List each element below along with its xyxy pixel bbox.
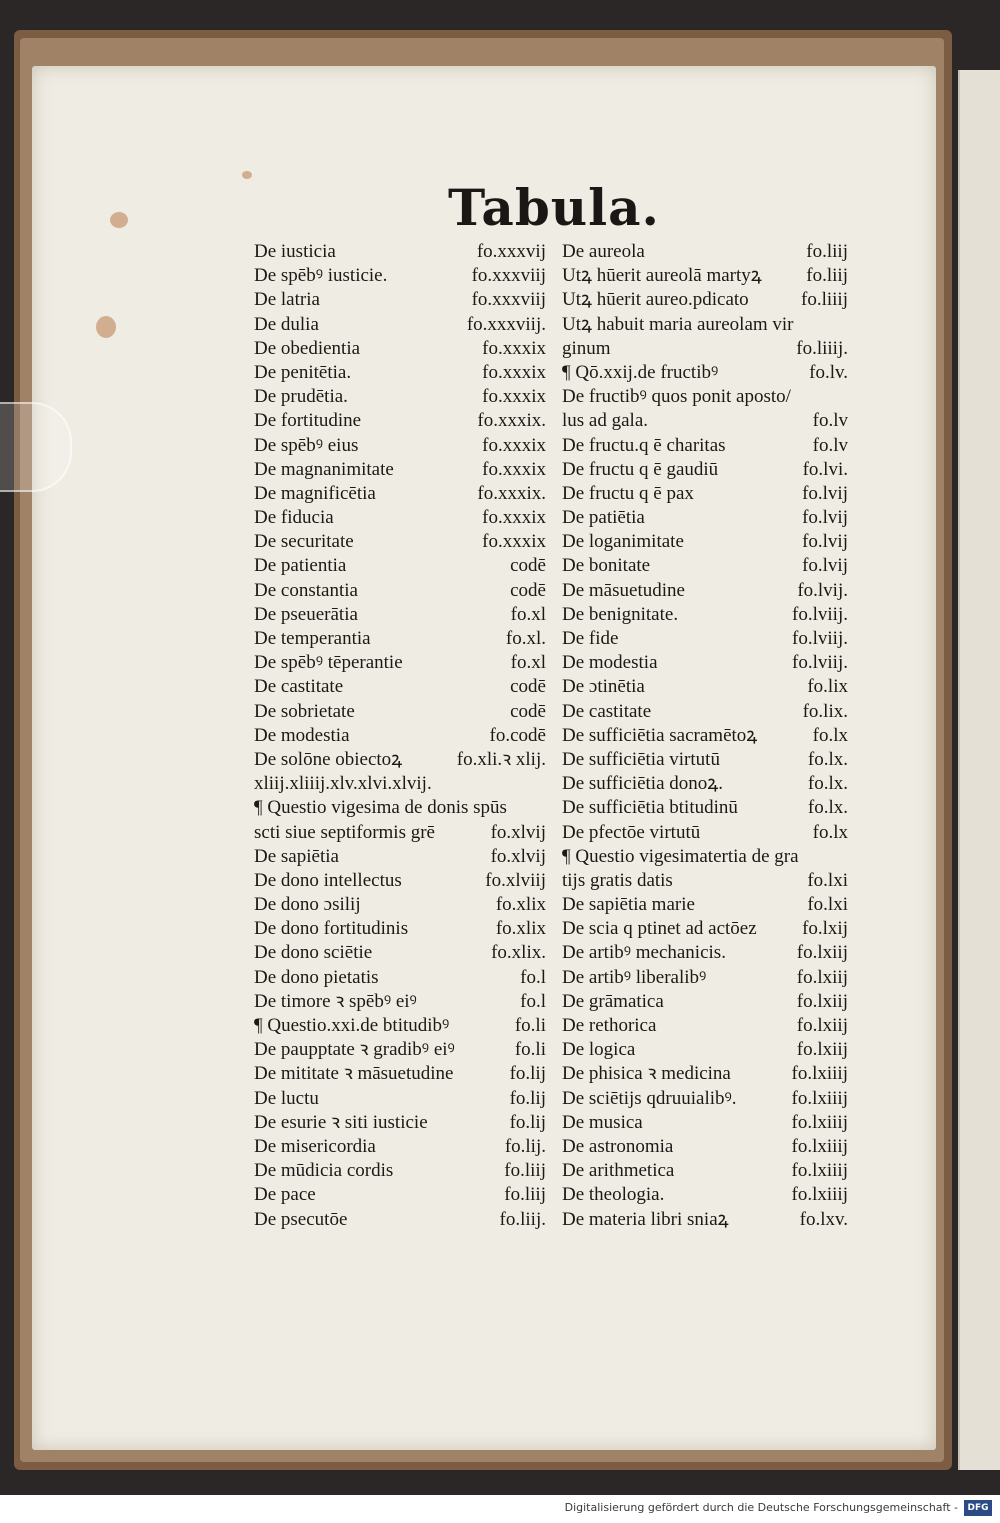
entry-folio: fo.liij <box>504 1160 546 1182</box>
index-entry <box>562 264 848 288</box>
index-entry <box>562 530 848 554</box>
index-entry <box>254 337 546 361</box>
entry-title: De fiducia <box>254 507 334 529</box>
entry-title: De sufficiētia donoꝝ. <box>562 773 724 795</box>
entry-folio: fo.lxiij <box>796 966 848 988</box>
entry-title: De mūdicia cordis <box>254 1160 394 1182</box>
entry-folio: fo.liij <box>504 1184 546 1206</box>
entry-folio: fo.lxij <box>802 918 848 940</box>
index-entry <box>254 675 546 699</box>
entry-title: De sapiētia <box>254 845 339 867</box>
entry-title: De luctu <box>254 1087 319 1109</box>
entry-folio: fo.lxiij <box>796 942 848 964</box>
entry-folio: fo.liiij <box>801 289 848 311</box>
entry-title: De pseuerātia <box>254 603 358 625</box>
index-entry <box>562 941 848 965</box>
entry-folio: fo.xxxviij <box>471 265 546 287</box>
index-entry <box>254 554 546 578</box>
entry-title: ginum <box>562 337 611 359</box>
index-entry <box>562 313 848 337</box>
entry-folio: fo.lxiij <box>796 990 848 1012</box>
index-entry <box>562 603 848 627</box>
index-entry <box>254 530 546 554</box>
entry-title: ¶ Qō.xxij.de fructibꝰ <box>562 361 719 383</box>
entry-title: De sciētijs qdruuialibꝰ. <box>562 1087 737 1109</box>
entry-title: De temperantia <box>254 628 371 649</box>
index-entry <box>562 240 848 264</box>
index-entry <box>254 724 546 748</box>
entry-title: De dono sciētie <box>254 942 373 964</box>
entry-title: De magnificētia <box>254 482 376 504</box>
entry-folio: fo.xl <box>510 652 546 674</box>
entry-title: De arithmetica <box>562 1160 675 1182</box>
entry-title: De sufficiētia sacramētoꝝ <box>562 724 758 746</box>
entry-folio: fo.lviij. <box>792 628 848 649</box>
index-entry <box>254 627 546 651</box>
entry-folio: fo.lvij. <box>797 579 848 601</box>
entry-folio: codē <box>510 700 546 722</box>
entry-title: tijs gratis datis <box>562 869 673 891</box>
entry-folio: fo.li <box>514 1039 546 1061</box>
index-entry <box>254 240 546 264</box>
entry-title: De benignitate. <box>562 603 679 625</box>
index-entry <box>562 724 848 748</box>
index-entry <box>562 458 848 482</box>
index-entry <box>254 917 546 941</box>
entry-folio: fo.xxxviij. <box>466 313 546 335</box>
index-entry <box>254 700 546 724</box>
index-entry <box>562 1159 848 1183</box>
index-entry <box>254 772 546 796</box>
entry-folio: fo.xlviij <box>485 869 546 891</box>
entry-folio: fo.xxxviij <box>471 289 546 311</box>
entry-folio: fo.lv <box>812 410 848 432</box>
entry-title: De musica <box>562 1111 643 1133</box>
entry-folio: fo.lvij <box>802 507 848 529</box>
entry-title: De sobrietate <box>254 700 355 722</box>
entry-title: De dono pietatis <box>254 966 379 988</box>
index-entry <box>254 845 546 869</box>
entry-title: De constantia <box>254 579 358 601</box>
index-entry <box>562 821 848 845</box>
entry-title: De theologia. <box>562 1184 665 1206</box>
entry-folio: fo.lxv. <box>799 1208 848 1230</box>
index-entry <box>562 1062 848 1086</box>
entry-folio: fo.lxi <box>807 894 848 916</box>
entry-title: De magnanimitate <box>254 458 394 480</box>
entry-folio: codē <box>510 579 546 601</box>
index-entry <box>562 1111 848 1135</box>
entry-folio: fo.codē <box>489 724 546 746</box>
entry-folio: fo.liij <box>806 265 848 287</box>
index-entry <box>562 627 848 651</box>
entry-title: xliij.xliiij.xlv.xlvi.xlvij. <box>254 773 432 795</box>
index-entry <box>562 675 848 699</box>
index-entry <box>254 990 546 1014</box>
index-entry <box>562 869 848 893</box>
entry-folio: fo.xli.ꝛ xlij. <box>456 748 546 770</box>
entry-title: De rethorica <box>562 1015 657 1036</box>
entry-folio: fo.xxxix <box>482 434 546 456</box>
index-entry <box>254 579 546 603</box>
index-entry <box>254 264 546 288</box>
index-entry <box>562 990 848 1014</box>
index-entry <box>562 482 848 506</box>
entry-title: De dono intellectus <box>254 869 402 891</box>
entry-folio: fo.lx. <box>807 773 848 795</box>
entry-title: scti siue septiformis grē <box>254 821 435 843</box>
index-entry <box>562 917 848 941</box>
entry-folio: fo.liij <box>806 241 848 262</box>
entry-folio: fo.lviij. <box>792 603 848 625</box>
entry-folio: fo.xxxix <box>482 507 546 529</box>
entry-title: De patientia <box>254 555 347 577</box>
index-entry <box>562 409 848 433</box>
index-entry <box>254 1183 546 1207</box>
entry-title: De psecutōe <box>254 1208 348 1230</box>
index-entry <box>562 1183 848 1207</box>
index-entry <box>254 603 546 627</box>
index-entry <box>254 482 546 506</box>
entry-title: De securitate <box>254 531 354 553</box>
entry-title: De bonitate <box>562 555 651 577</box>
index-entry <box>254 313 546 337</box>
entry-title: De phisica ꝛ medicina <box>562 1063 731 1085</box>
index-entry <box>562 1087 848 1111</box>
entry-title: De paupptate ꝛ gradibꝰ eiꝰ <box>254 1039 455 1061</box>
index-entry <box>562 700 848 724</box>
entry-folio: fo.li <box>514 1015 546 1036</box>
index-entry <box>562 966 848 990</box>
index-entry <box>254 1087 546 1111</box>
entry-title: De fructibꝰ quos ponit aposto/ <box>562 386 791 408</box>
entry-title: De iusticia <box>254 241 336 262</box>
entry-title: De māsuetudine <box>562 579 685 601</box>
index-entry <box>562 651 848 675</box>
entry-title: De sufficiētia virtutū <box>562 748 720 770</box>
entry-title: De fructu q ē gaudiū <box>562 458 719 480</box>
entry-folio: fo.liiij. <box>796 337 848 359</box>
entry-title: De grāmatica <box>562 990 664 1012</box>
entry-folio: fo.xlix <box>495 894 546 916</box>
index-entry <box>254 869 546 893</box>
entry-title: De dono fortitudinis <box>254 918 409 940</box>
entry-folio: fo.lxiiij <box>791 1087 848 1109</box>
facing-page-edge <box>958 70 1000 1470</box>
entry-title: De sapiētia marie <box>562 894 695 916</box>
entry-folio: fo.lxiiij <box>791 1111 848 1133</box>
index-entry <box>254 458 546 482</box>
entry-title: De castitate <box>562 700 652 722</box>
entry-folio: fo.lxiiij <box>791 1135 848 1157</box>
entry-title: De loganimitate <box>562 531 684 553</box>
index-entry <box>254 506 546 530</box>
index-entry <box>562 845 848 869</box>
index-entry <box>254 434 546 458</box>
entry-title: De penitētia. <box>254 361 352 383</box>
entry-title: De latria <box>254 289 320 311</box>
entry-title: ¶ Questio vigesimatertia de gra <box>562 845 799 867</box>
entry-folio: fo.xxxvij <box>476 241 546 262</box>
entry-folio: fo.lv <box>812 434 848 456</box>
right-column <box>562 240 848 1232</box>
entry-folio: fo.xlvij <box>490 845 546 867</box>
entry-folio: fo.lxiij <box>796 1015 848 1036</box>
entry-title: De spēbꝰ tēperantie <box>254 652 403 674</box>
entry-title: De timore ꝛ spēbꝰ eiꝰ <box>254 990 417 1012</box>
entry-title: De esurie ꝛ siti iusticie <box>254 1111 428 1133</box>
index-entry <box>254 748 546 772</box>
entry-title: De aureola <box>562 241 645 262</box>
entry-title: De fructu.q ē charitas <box>562 434 726 456</box>
index-entry <box>562 1014 848 1038</box>
entry-title: De modestia <box>562 652 658 674</box>
entry-folio: fo.l <box>520 990 546 1012</box>
entry-title: De prudētia. <box>254 386 348 408</box>
index-entry <box>562 1208 848 1232</box>
entry-folio: fo.xxxix <box>482 337 546 359</box>
entry-folio: fo.xxxix. <box>477 482 546 504</box>
entry-folio: fo.l <box>520 966 546 988</box>
entry-folio: fo.lx <box>812 821 848 843</box>
index-entry <box>254 288 546 312</box>
entry-folio: fo.xxxix <box>482 458 546 480</box>
entry-title: lus ad gala. <box>562 410 649 432</box>
entry-folio: fo.lxiiij <box>791 1184 848 1206</box>
entry-folio: fo.lij <box>509 1111 546 1133</box>
entry-folio: fo.xl. <box>505 628 546 649</box>
index-entry <box>562 434 848 458</box>
entry-title: De artibꝰ mechanicis. <box>562 942 726 964</box>
index-entry <box>562 772 848 796</box>
page-clip <box>0 402 72 492</box>
index-entry <box>562 288 848 312</box>
footer-credit: Digitalisierung gefördert durch die Deutsche Forschungsgemeinschaft - <box>564 1501 958 1514</box>
entry-title: De scia q ptinet ad actōez <box>562 918 757 940</box>
index-entry <box>562 579 848 603</box>
entry-title: De solōne obiectoꝝ <box>254 748 403 770</box>
entry-folio: fo.lvij <box>802 482 848 504</box>
entry-title: De fortitudine <box>254 410 362 432</box>
entry-folio: fo.lxiiij <box>791 1063 848 1085</box>
entry-folio: fo.lviij. <box>792 652 848 674</box>
entry-title: De spēbꝰ eius <box>254 434 359 456</box>
index-entry <box>562 1038 848 1062</box>
entry-title: De spēbꝰ iusticie. <box>254 265 388 287</box>
entry-title: De ɔtinētia <box>562 676 645 698</box>
index-entry <box>254 1111 546 1135</box>
index-entry <box>254 385 546 409</box>
entry-title: De materia libri sniaꝝ <box>562 1208 729 1230</box>
entry-title: De obedientia <box>254 337 361 359</box>
page-title: Tabula. <box>448 178 660 237</box>
entry-folio: fo.liij. <box>499 1208 546 1230</box>
entry-folio: fo.lix <box>807 676 848 698</box>
index-entry <box>254 941 546 965</box>
entry-title: De patiētia <box>562 507 645 529</box>
entry-folio: fo.xxxix. <box>477 410 546 432</box>
entry-folio: fo.lvij <box>802 555 848 577</box>
foxing-stain <box>110 212 128 228</box>
entry-folio: fo.lxiiij <box>791 1160 848 1182</box>
index-entry <box>254 1159 546 1183</box>
entry-folio: codē <box>510 555 546 577</box>
index-entry <box>562 796 848 820</box>
entry-title: Utꝝ hūerit aureolā martyꝝ <box>562 265 762 287</box>
index-entry <box>562 1135 848 1159</box>
dfg-logo: DFG <box>964 1500 992 1516</box>
entry-title: De astronomia <box>562 1135 674 1157</box>
index-entry <box>254 1208 546 1232</box>
entry-title: De dono ɔsilij <box>254 894 361 916</box>
index-entry <box>562 361 848 385</box>
entry-title: De logica <box>562 1039 636 1061</box>
index-entry <box>254 361 546 385</box>
entry-title: De pfectōe virtutū <box>562 821 701 843</box>
entry-title: Utꝝ habuit maria aureolam vir <box>562 313 794 335</box>
entry-title: De misericordia <box>254 1135 376 1157</box>
index-entry <box>562 893 848 917</box>
entry-title: ¶ Questio vigesima de donis spūs <box>254 797 507 819</box>
entry-folio: fo.lxi <box>807 869 848 891</box>
index-entry <box>254 1038 546 1062</box>
entry-title: Utꝝ hūerit aureo.pdicato <box>562 289 749 311</box>
entry-folio: fo.xlix. <box>491 942 546 964</box>
entry-folio: fo.lv. <box>809 361 848 383</box>
index-entry <box>562 506 848 530</box>
entry-folio: fo.xlix <box>495 918 546 940</box>
entry-folio: fo.lij <box>509 1087 546 1109</box>
entry-title: De sufficiētia btitudinū <box>562 797 738 819</box>
foxing-stain <box>242 171 252 179</box>
entry-title: De pace <box>254 1184 316 1206</box>
entry-title: De artibꝰ liberalibꝰ <box>562 966 707 988</box>
entry-folio: fo.xxxix <box>482 386 546 408</box>
entry-title: De castitate <box>254 676 344 698</box>
index-entry <box>254 893 546 917</box>
entry-title: De modestia <box>254 724 350 746</box>
entry-folio: fo.lvij <box>802 531 848 553</box>
entry-folio: codē <box>510 676 546 698</box>
entry-folio: fo.lx. <box>807 748 848 770</box>
index-entry <box>254 409 546 433</box>
entry-folio: fo.xxxix <box>482 531 546 553</box>
entry-folio: fo.lxiij <box>796 1039 848 1061</box>
index-entry <box>562 337 848 361</box>
entry-folio: fo.lvi. <box>802 458 848 480</box>
index-entry <box>254 1014 546 1038</box>
entry-folio: fo.lij. <box>504 1135 546 1157</box>
entry-folio: fo.xxxix <box>482 361 546 383</box>
index-entry <box>254 796 546 820</box>
entry-folio: fo.lij <box>509 1063 546 1085</box>
entry-folio: fo.lix. <box>802 700 848 722</box>
entry-title: De fide <box>562 628 619 649</box>
entry-folio: fo.xl <box>510 603 546 625</box>
index-entry <box>254 651 546 675</box>
index-entry <box>562 385 848 409</box>
entry-folio: fo.xlvij <box>490 821 546 843</box>
index-entry <box>254 966 546 990</box>
footer-bar <box>0 1495 1000 1523</box>
index-entry <box>254 1135 546 1159</box>
index-entry <box>254 1062 546 1086</box>
entry-folio: fo.lx <box>812 724 848 746</box>
index-entry <box>254 821 546 845</box>
entry-title: ¶ Questio.xxi.de btitudibꝰ <box>254 1015 450 1036</box>
foxing-stain <box>96 316 116 338</box>
left-column <box>254 240 546 1232</box>
entry-title: De dulia <box>254 313 319 335</box>
entry-title: De fructu q ē pax <box>562 482 694 504</box>
entry-title: De mititate ꝛ māsuetudine <box>254 1063 454 1085</box>
index-entry <box>562 748 848 772</box>
entry-folio: fo.lx. <box>807 797 848 819</box>
index-entry <box>562 554 848 578</box>
